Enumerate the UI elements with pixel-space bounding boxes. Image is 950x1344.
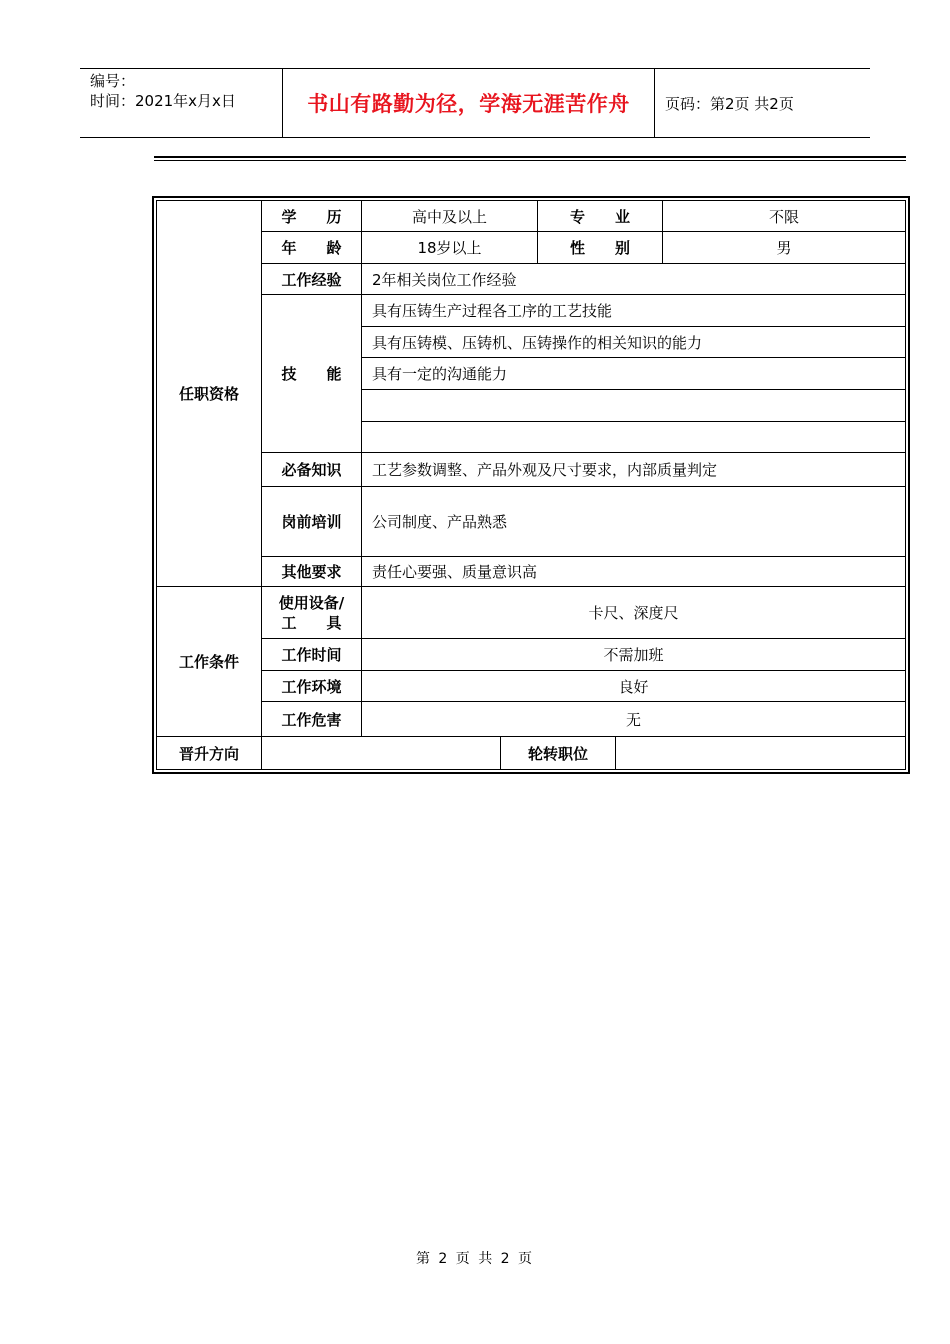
major-label: 专 业: [538, 201, 663, 232]
work-time-value: 不需加班: [362, 639, 905, 671]
rotation-label: 轮转职位: [501, 737, 616, 769]
major-value: 不限: [663, 201, 905, 232]
promotion-value: [262, 737, 501, 769]
job-requirements-table: [152, 196, 910, 774]
age-label: 年 龄: [262, 232, 362, 264]
equipment-label: [262, 587, 362, 639]
double-rule-top: [154, 156, 906, 158]
gender-value: 男: [663, 232, 905, 264]
double-rule-bottom: [154, 160, 906, 161]
experience-label: 工作经验: [262, 264, 362, 295]
header-motto: 书山有路勤为径，学海无涯苦作舟: [282, 69, 655, 137]
gender-label: 性 别: [538, 232, 663, 264]
other-requirements-label: 其他要求: [262, 557, 362, 587]
knowledge-value: 工艺参数调整、产品外观及尺寸要求，内部质量判定: [362, 453, 905, 487]
table-body: [156, 200, 906, 770]
section-work-conditions: 工作条件: [157, 587, 262, 737]
equipment-label-line2: 工 具: [281, 613, 342, 632]
equipment-value: 卡尺、深度尺: [362, 587, 905, 639]
work-environment-label: 工作环境: [262, 671, 362, 702]
education-value: 高中及以上: [362, 201, 538, 232]
skill-item: 具有压铸生产过程各工序的工艺技能: [362, 295, 905, 327]
knowledge-label: 必备知识: [262, 453, 362, 487]
work-hazard-label: 工作危害: [262, 702, 362, 737]
training-label: 岗前培训: [262, 487, 362, 557]
training-value: 公司制度、产品熟悉: [362, 487, 905, 557]
skill-item: 具有压铸模、压铸机、压铸操作的相关知识的能力: [362, 327, 905, 358]
promotion-label: 晋升方向: [157, 737, 262, 769]
skills-label: 技 能: [262, 295, 362, 453]
experience-value: 2年相关岗位工作经验: [362, 264, 905, 295]
skill-item: [362, 390, 905, 422]
other-requirements-value: 责任心要强、质量意识高: [362, 557, 905, 587]
rotation-value: [616, 737, 905, 769]
work-hazard-value: 无: [362, 702, 905, 737]
header-meta: [80, 69, 282, 137]
skill-item: [362, 422, 905, 453]
age-value: 18岁以上: [362, 232, 538, 264]
section-qualifications: 任职资格: [157, 201, 262, 587]
equipment-label-line1: 使用设备/: [278, 593, 345, 612]
header-page-number: 页码：第2页 共2页: [665, 94, 794, 113]
page-footer: 第 2 页 共 2 页: [415, 1251, 535, 1267]
skill-item: 具有一定的沟通能力: [362, 358, 905, 390]
education-label: 学 历: [262, 201, 362, 232]
document-header: [80, 68, 870, 138]
work-time-label: 工作时间: [262, 639, 362, 671]
work-environment-value: 良好: [362, 671, 905, 702]
document-date: 时间：2021年x月x日: [90, 92, 236, 110]
document-number: 编号：: [90, 72, 136, 90]
